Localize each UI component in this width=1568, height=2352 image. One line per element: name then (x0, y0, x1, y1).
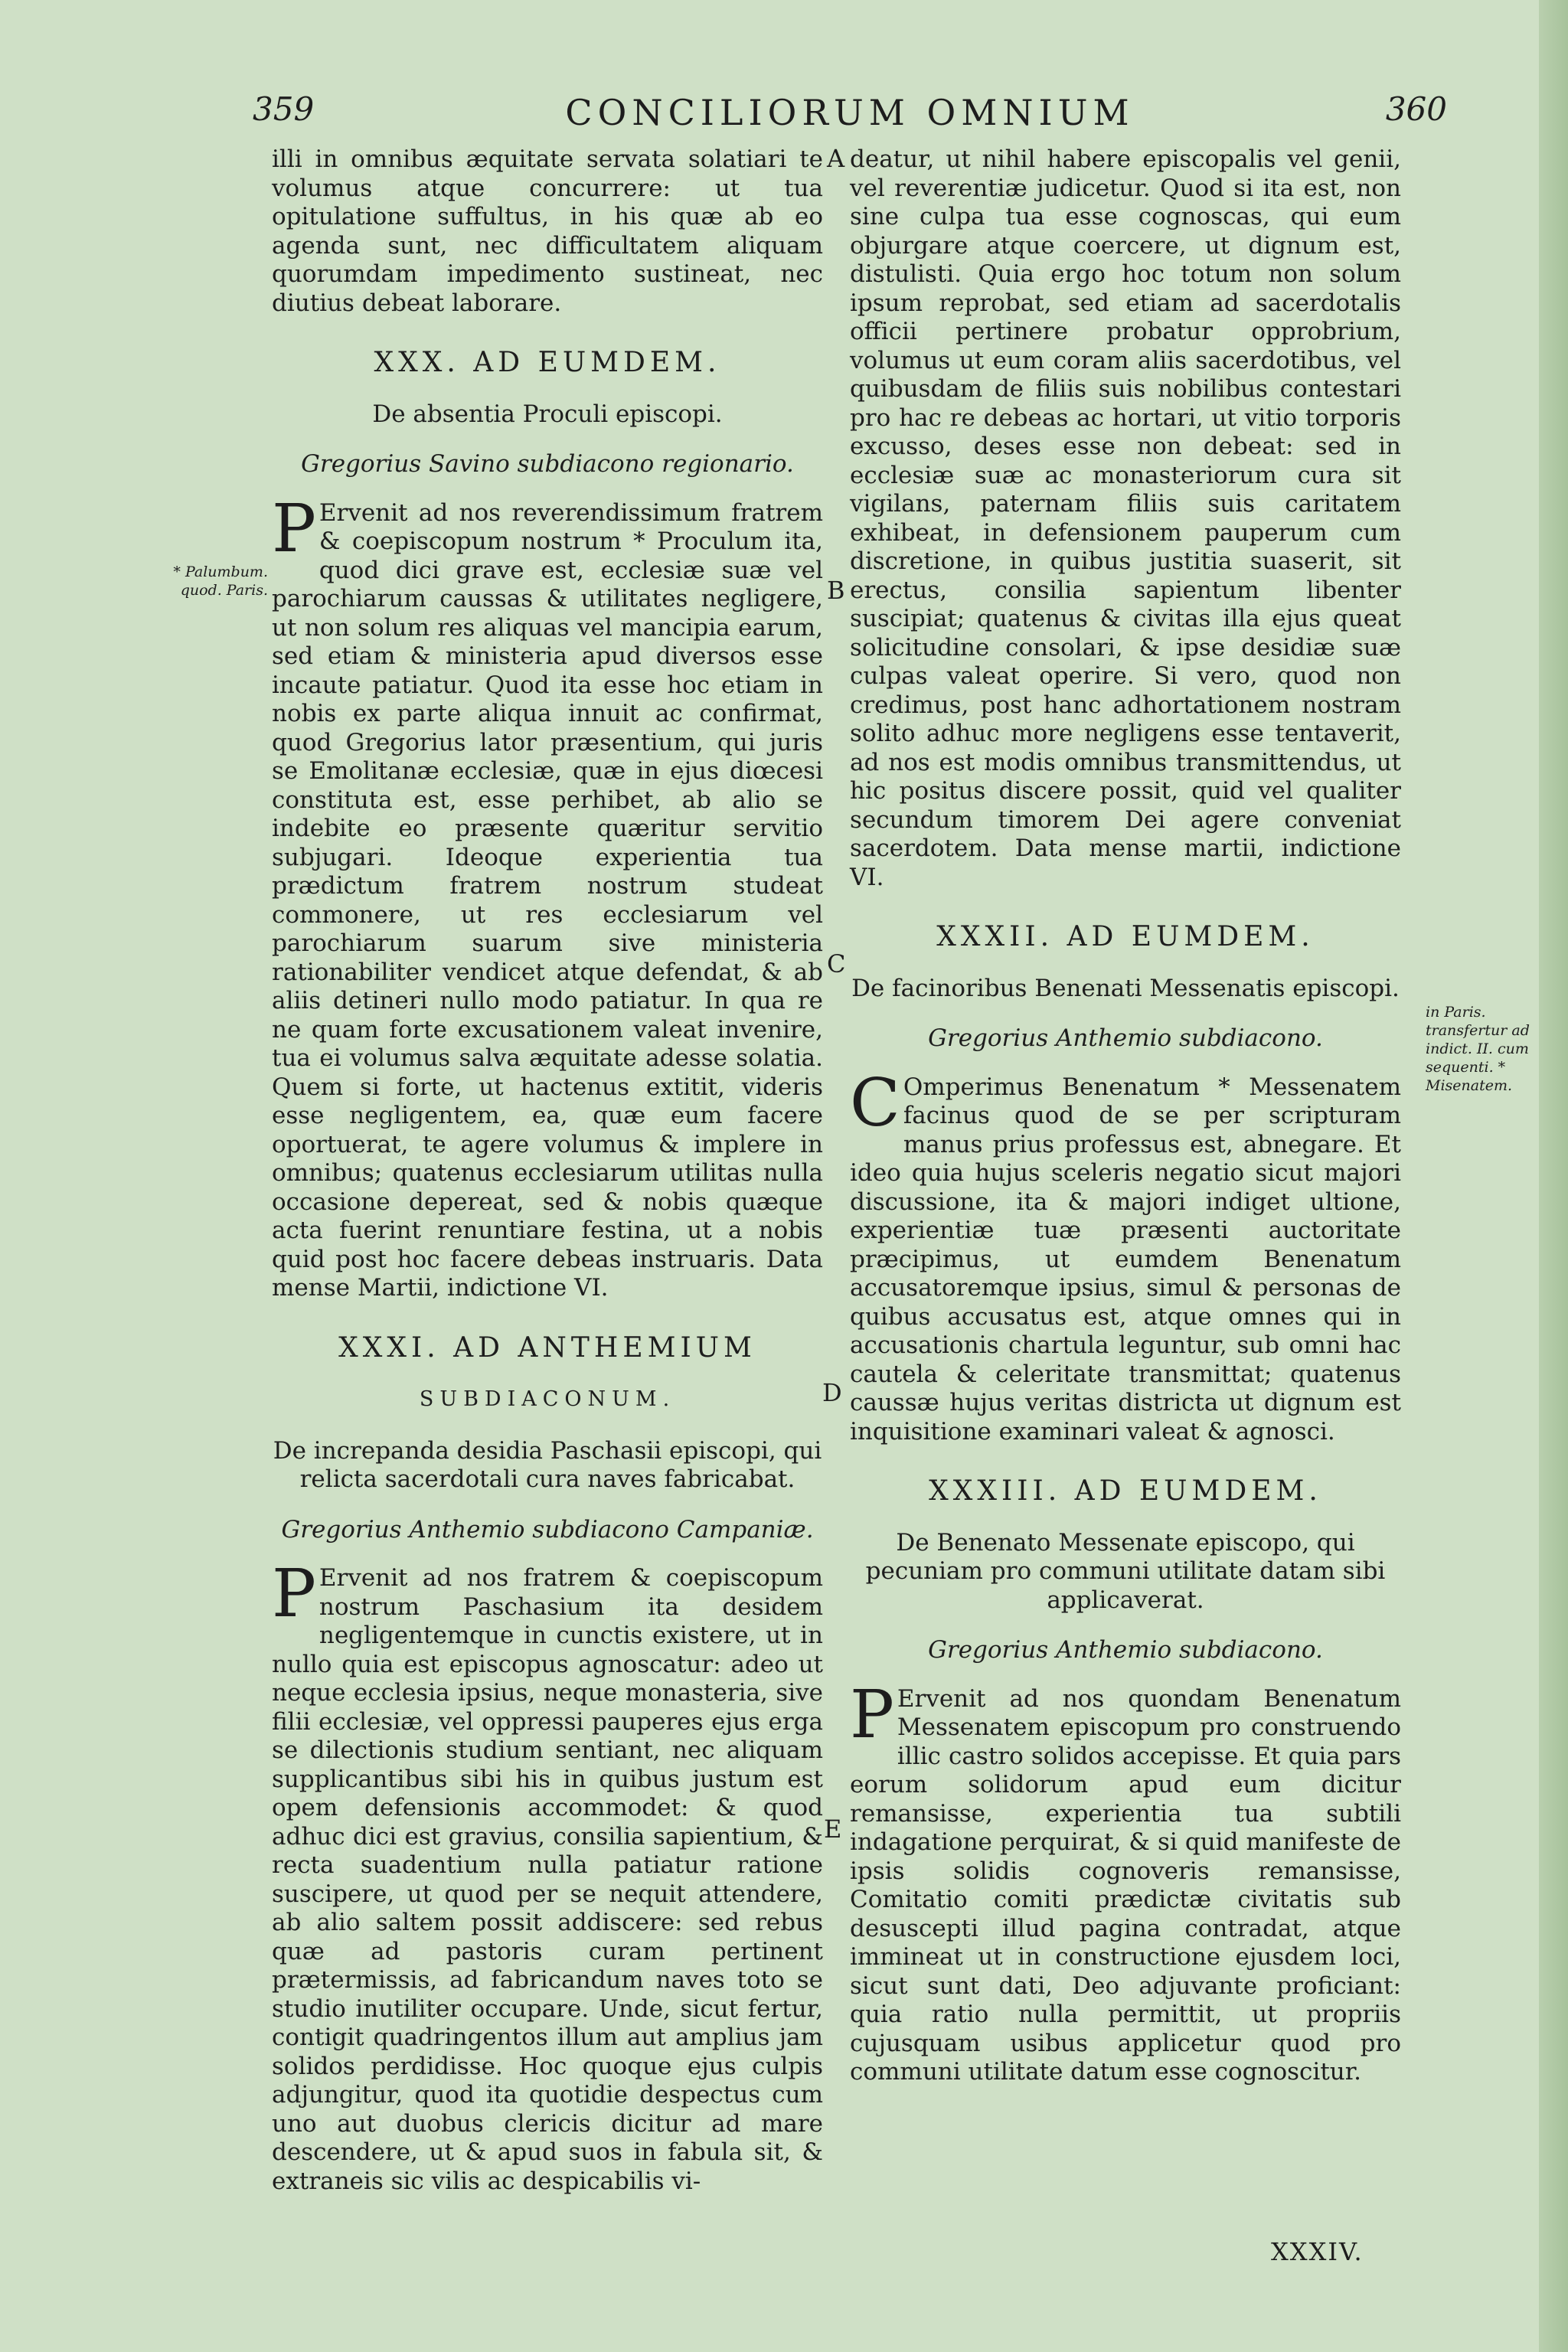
margin-letter-b: B (827, 576, 845, 605)
letter-31-text: Ervenit ad nos fratrem & coepiscopum nostrum Paschasium ita desidem negligentemque in cunctis existere, ut in nullo quia est episcopus agnoscatur: adeo ut neque ecclesia ipsius, neque monasteria, sive filii ecclesiæ, vel oppressi pauperes ejus erga se dilectionis studium sentiant, nec aliquam supplicantibus sibi his in quibus justum est opem defensionis accommodet: & quod adhuc dici est gravius, consilia sapientium, & recta suadentium nulla patiatur ratione suscipere, ut quod per se nequit attendere, ab alio saltem possit addiscere: sed rebus quæ ad pastoris curam pertinent prætermissis, ad fabricandum naves toto se studio inutiliter occupare. Unde, sicut fertur, contigit quadringentos illum aut amplius jam solidos perdidisse. Hoc quoque ejus culpis adjungitur, quod ita quotidie despectus cum uno aut duobus clericis dicitur ad mare descendere, ut & apud suos in fabula sit, & extraneis sic vilis ac despicabilis vi- (272, 1564, 823, 2195)
catchword: XXXIV. (1271, 2237, 1364, 2266)
letter-32-addressee: Gregorius Anthemio subdiacono. (928, 1024, 1323, 1052)
right-column (850, 145, 1401, 2087)
page-edge (1539, 0, 1568, 2352)
running-title: CONCILIORUM OMNIUM (565, 92, 1135, 133)
margin-letter-d: D (822, 1378, 842, 1407)
letter-30-heading: XXX. AD EUMDEM. (374, 347, 721, 378)
margin-note-left: * Palumbum. quod. Paris. (173, 564, 268, 599)
letter-30-addressee: Gregorius Savino subdiacono regionario. (301, 450, 794, 478)
page-number-left: 359 (253, 90, 315, 128)
letter-32-dropcap: C (850, 1064, 900, 1142)
letter-31-body (272, 1556, 823, 2196)
left-column (272, 145, 823, 2196)
letter-30-body (272, 490, 823, 1303)
letter-33-body (850, 1676, 1401, 2087)
letter-32-subject: De facinoribus Benenati Messenatis episcopi. (851, 974, 1400, 1002)
letter-30-dropcap: P (272, 490, 316, 567)
letter-32-heading: XXXII. AD EUMDEM. (936, 921, 1315, 952)
letter-31-dropcap: P (272, 1556, 316, 1632)
letter-30-subject: De absentia Proculi episcopi. (372, 400, 723, 428)
letter-32-text: Omperimus Benenatum * Messenatem facinus quod de se per scripturam manus prius professus est, abnegare. Et ideo quia hujus sceleris negatio sicut majori discussione, ita & majori indiget ultione, experientiæ tuæ præsenti auctoritate præcipimus, ut eumdem Benenatum accusatoremque ipsius, simul & personas de quibus accusatus est, atque omnes qui in accusationis chartula leguntur, sub omni hac cautela & celeritate transmittat; quatenus caussæ hujus veritas districta ut dignum est inquisitione examinari valeat & agnosci. (850, 1073, 1401, 1446)
intro-paragraph: illi in omnibus æquitate servata solatiari te volumus atque concurrere: ut tua opitulatione suffultus, in his quæ ab eo agenda sunt, nec difficultatem aliquam quorumdam impedimento sustineat, nec diutius debeat laborare. (272, 145, 823, 317)
page-number-right: 360 (1385, 90, 1447, 128)
letter-33-heading: XXXIII. AD EUMDEM. (929, 1475, 1322, 1507)
continuation-paragraph: deatur, ut nihil habere episcopalis vel genii, vel reverentiæ judicetur. Quod si ita est, non sine culpa tua esse cognoscas, qui eum objurgare atque coercere, ut dignum est, distulisti. Quia ergo hoc totum non solum ipsum reprobat, sed etiam ad sacerdotalis officii pertinere probatur opprobrium, volumus ut eum coram aliis sacerdotibus, vel quibusdam de filiis suis nobilibus contestari pro hac re debeas ac hortari, ut vitio torporis excusso, deses esse non debeat: sed in ecclesiæ suæ ac monasteriorum cura sit vigilans, paternam filiis suis caritatem exhibeat, in defensionem pauperum cum discretione, in quibus justitia suaserit, sit erectus, consilia sapientum libenter suscipiat; quatenus & civitas illa ejus queat solicitudine consolari, & ipse desidiæ suæ culpas valeat operire. Si vero, quod non credimus, post hanc adhortationem nostram solito adhuc more negligens esse tentaverit, ad nos est modis omnibus transmittendus, ut hic positus discere possit, quid vel qualiter secundum timorem Dei agere conveniat sacerdotem. Data mense martii, indictione VI. (850, 145, 1401, 891)
margin-letter-a: A (827, 144, 845, 173)
letter-33-subject: De Benenato Messenate episcopo, qui pecuniam pro communi utilitate datam sibi applicaverat. (865, 1528, 1386, 1614)
letter-30-text: Ervenit ad nos reverendissimum fratrem & coepiscopum nostrum * Proculum ita, quod dici grave est, ecclesiæ suæ vel parochiarum caussas & utilitates negligere, ut non solum res aliquas vel mancipia earum, sed etiam & ministeria apud diversos esse incaute patiatur. Quod ita esse hoc etiam in nobis ex parte aliqua innuit ac confirmat, quod Gregorius lator præsentium, qui juris se Emolitanæ ecclesiæ, quæ in ejus diœcesi constituta est, esse perhibet, ab alio se indebite eo præsente quæritur servitio subjugari. Ideoque experientia tua prædictum fratrem nostrum studeat commonere, ut res ecclesiarum vel parochiarum suarum sive ministeria rationabiliter vendicet atque defendat, & ab aliis detineri nullo modo patiatur. In qua re ne quam forte excusationem valeat invenire, tua ei volumus salva æquitate adesse solatia. Quem si forte, ut hactenus extitit, videris esse negligentem, ea, quæ eum facere oportuerat, te agere volumus & implere in omnibus; quatenus ecclesiarum utilitas nulla occasione depereat, sed & nobis quæque acta fuerint renuntiare festina, ut a nobis quid post hoc facere debeas instruaris. Data mense Martii, indictione VI. (272, 498, 823, 1302)
letter-32-body (850, 1064, 1401, 1447)
page-header (253, 90, 1447, 144)
margin-note-right: in Paris. transfertur ad indict. II. cum sequenti. * Misenatem. (1426, 1004, 1530, 1094)
letter-33-text: Ervenit ad nos quondam Benenatum Messenatem episcopum pro construendo illic castro solidos accepisse. Et quia pars eorum solidorum apud eum dicitur remansisse, experientia tua subtili indagatione perquirat, & si quid manifeste de ipsis solidis cognoveris remansisse, Comitatio comiti prædictæ civitatis sub desuscepti illud pagina contradat, atque immineat ut in constructione ejusdem loci, sicut sunt dati, Deo adjuvante proficiant: quia ratio nulla permittit, ut propriis cujusquam usibus applicetur quod pro communi utilitate datum esse cognoscitur. (850, 1684, 1401, 2086)
letter-31-subject: De increpanda desidia Paschasii episcopi, qui relicta sacerdotali cura naves fabricabat. (273, 1436, 822, 1493)
letter-33-addressee: Gregorius Anthemio subdiacono. (928, 1636, 1323, 1664)
letter-33-dropcap: P (850, 1676, 894, 1753)
letter-31-heading-2: SUBDIACONUM. (419, 1387, 676, 1411)
letter-31-heading: XXXI. AD ANTHEMIUM (338, 1331, 756, 1364)
letter-31-addressee: Gregorius Anthemio subdiacono Campaniæ. (281, 1515, 814, 1544)
margin-letter-e: E (824, 1815, 842, 1844)
margin-letter-c: C (827, 949, 846, 978)
